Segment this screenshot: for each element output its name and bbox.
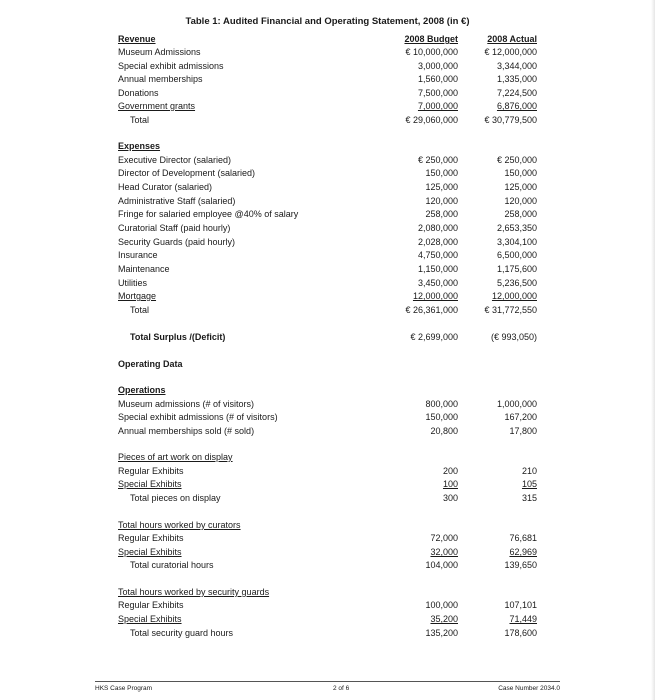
actual-value: 125,000 bbox=[504, 182, 537, 192]
table-row bbox=[0, 546, 655, 560]
row-label: Regular Exhibits bbox=[118, 600, 184, 610]
budget-value: 3,450,000 bbox=[417, 278, 458, 288]
table-row bbox=[0, 478, 655, 492]
actual-value: 1,175,600 bbox=[496, 264, 537, 274]
row-label: Administrative Staff (salaried) bbox=[118, 196, 236, 206]
budget-value: 120,000 bbox=[425, 196, 458, 206]
actual-value: 5,236,500 bbox=[496, 278, 537, 288]
row-label: Annual memberships sold (# sold) bbox=[118, 426, 255, 436]
actual-value: 76,681 bbox=[509, 533, 537, 543]
revenue-total-row bbox=[0, 114, 655, 128]
table-row bbox=[0, 465, 655, 479]
section-label: Operating Data bbox=[118, 359, 183, 369]
actual-value: 6,876,000 bbox=[496, 101, 537, 111]
budget-value: 150,000 bbox=[425, 412, 458, 422]
budget-value: 2,028,000 bbox=[417, 237, 458, 247]
budget-value: 32,000 bbox=[430, 547, 458, 557]
budget-value: € 2,699,000 bbox=[410, 332, 458, 342]
budget-value: 12,000,000 bbox=[412, 291, 458, 301]
row-label: Annual memberships bbox=[118, 74, 203, 84]
table-row bbox=[0, 249, 655, 263]
pieces-total-row bbox=[0, 492, 655, 506]
budget-value: 3,000,000 bbox=[417, 61, 458, 71]
table-row bbox=[0, 154, 655, 168]
footer-program: HKS Case Program bbox=[95, 685, 153, 692]
actual-value: 258,000 bbox=[504, 209, 537, 219]
actual-value: 150,000 bbox=[504, 168, 537, 178]
actual-value: 107,101 bbox=[504, 600, 537, 610]
budget-value: 104,000 bbox=[425, 560, 458, 570]
actual-value: 139,650 bbox=[504, 560, 537, 570]
row-label: Government grants bbox=[118, 101, 196, 111]
operating-data-heading bbox=[0, 358, 655, 372]
table-row bbox=[0, 100, 655, 114]
table-row bbox=[0, 263, 655, 277]
revenue-header: Revenue bbox=[118, 34, 156, 44]
budget-value: € 250,000 bbox=[417, 155, 458, 165]
budget-value: 20,800 bbox=[430, 426, 458, 436]
row-label: Curatorial Staff (paid hourly) bbox=[118, 223, 231, 233]
budget-value: 125,000 bbox=[425, 182, 458, 192]
actual-value: 12,000,000 bbox=[491, 291, 537, 301]
expenses-header-row bbox=[0, 140, 655, 154]
budget-value: 7,000,000 bbox=[417, 101, 458, 111]
row-label: Total curatorial hours bbox=[130, 560, 214, 570]
actual-value: 71,449 bbox=[509, 614, 537, 624]
operations-header-row bbox=[0, 384, 655, 398]
row-label: Regular Exhibits bbox=[118, 533, 184, 543]
row-label: Regular Exhibits bbox=[118, 466, 184, 476]
row-label: Museum Admissions bbox=[118, 47, 201, 57]
curators-header-row bbox=[0, 519, 655, 533]
actual-value: 62,969 bbox=[509, 547, 537, 557]
actual-value: 167,200 bbox=[504, 412, 537, 422]
actual-value: 2,653,350 bbox=[496, 223, 537, 233]
budget-column-header: 2008 Budget bbox=[404, 34, 458, 44]
row-label: Special Exhibits bbox=[118, 614, 182, 624]
expenses-total-row bbox=[0, 304, 655, 318]
actual-value: 120,000 bbox=[504, 196, 537, 206]
curators-total-row bbox=[0, 559, 655, 573]
budget-value: 100 bbox=[442, 479, 458, 489]
row-label: Total bbox=[130, 115, 150, 125]
budget-value: 1,150,000 bbox=[417, 264, 458, 274]
operations-header: Operations bbox=[118, 385, 166, 395]
actual-value: 210 bbox=[521, 466, 537, 476]
budget-value: 35,200 bbox=[430, 614, 458, 624]
row-label: Special exhibit admissions (# of visitors) bbox=[118, 412, 278, 422]
actual-column-header: 2008 Actual bbox=[487, 34, 537, 44]
actual-value: € 250,000 bbox=[496, 155, 537, 165]
actual-value: 1,335,000 bbox=[496, 74, 537, 84]
revenue-header-row bbox=[0, 33, 655, 47]
footer-page-number: 2 of 6 bbox=[333, 685, 350, 692]
row-label: Total security guard hours bbox=[130, 628, 234, 638]
expenses-header: Expenses bbox=[118, 141, 161, 151]
budget-value: 1,560,000 bbox=[417, 74, 458, 84]
table-row bbox=[0, 208, 655, 222]
row-label: Total pieces on display bbox=[130, 493, 221, 503]
row-label: Director of Development (salaried) bbox=[118, 168, 256, 178]
budget-value: 135,200 bbox=[425, 628, 458, 638]
table-row bbox=[0, 599, 655, 613]
table-row bbox=[0, 195, 655, 209]
budget-value: 300 bbox=[442, 493, 458, 503]
table-row bbox=[0, 236, 655, 250]
table-row bbox=[0, 290, 655, 304]
table-row bbox=[0, 167, 655, 181]
actual-value: (€ 993,050) bbox=[490, 332, 537, 342]
budget-value: € 29,060,000 bbox=[405, 115, 458, 125]
row-label: Utilities bbox=[118, 278, 148, 288]
actual-value: 105 bbox=[521, 479, 537, 489]
page-footer bbox=[95, 681, 560, 692]
budget-value: 4,750,000 bbox=[417, 250, 458, 260]
budget-value: 258,000 bbox=[425, 209, 458, 219]
row-label: Head Curator (salaried) bbox=[118, 182, 213, 192]
actual-value: € 30,779,500 bbox=[484, 115, 537, 125]
row-label: Security Guards (paid hourly) bbox=[118, 237, 236, 247]
table-row bbox=[0, 277, 655, 291]
actual-value: 3,344,000 bbox=[496, 61, 537, 71]
row-label: Mortgage bbox=[118, 291, 157, 301]
row-label: Insurance bbox=[118, 250, 158, 260]
actual-value: 1,000,000 bbox=[496, 399, 537, 409]
table-row bbox=[0, 613, 655, 627]
guards-header-row bbox=[0, 586, 655, 600]
budget-value: 7,500,000 bbox=[417, 88, 458, 98]
budget-value: 100,000 bbox=[425, 600, 458, 610]
table-row bbox=[0, 87, 655, 101]
curators-header: Total hours worked by curators bbox=[118, 520, 241, 530]
budget-value: 2,080,000 bbox=[417, 223, 458, 233]
row-label: Fringe for salaried employee @40% of salary bbox=[118, 209, 299, 219]
budget-value: 72,000 bbox=[430, 533, 458, 543]
row-label: Total bbox=[130, 305, 150, 315]
table-row bbox=[0, 73, 655, 87]
actual-value: 17,800 bbox=[509, 426, 537, 436]
row-label: Maintenance bbox=[118, 264, 170, 274]
actual-value: 6,500,000 bbox=[496, 250, 537, 260]
budget-value: € 26,361,000 bbox=[405, 305, 458, 315]
actual-value: 315 bbox=[521, 493, 537, 503]
table-row bbox=[0, 425, 655, 439]
row-label: Museum admissions (# of visitors) bbox=[118, 399, 255, 409]
table-row bbox=[0, 398, 655, 412]
pieces-header: Pieces of art work on display bbox=[118, 452, 233, 462]
actual-value: 178,600 bbox=[504, 628, 537, 638]
guards-total-row bbox=[0, 627, 655, 641]
footer-case-number: Case Number 2034.0 bbox=[498, 685, 560, 692]
table-row bbox=[0, 411, 655, 425]
actual-value: € 12,000,000 bbox=[484, 47, 537, 57]
table-row bbox=[0, 46, 655, 60]
budget-value: 200 bbox=[442, 466, 458, 476]
table-row bbox=[0, 181, 655, 195]
actual-value: € 31,772,550 bbox=[484, 305, 537, 315]
pieces-header-row bbox=[0, 451, 655, 465]
surplus-row bbox=[0, 331, 655, 345]
budget-value: 800,000 bbox=[425, 399, 458, 409]
budget-value: € 10,000,000 bbox=[405, 47, 458, 57]
row-label: Executive Director (salaried) bbox=[118, 155, 232, 165]
table-row bbox=[0, 532, 655, 546]
table-title: Table 1: Audited Financial and Operating Statement, 2008 (in €) bbox=[185, 16, 470, 27]
actual-value: 7,224,500 bbox=[496, 88, 537, 98]
row-label: Donations bbox=[118, 88, 159, 98]
row-label: Special Exhibits bbox=[118, 479, 182, 489]
row-label: Special exhibit admissions bbox=[118, 61, 224, 71]
guards-header: Total hours worked by security guards bbox=[118, 587, 270, 597]
table-row bbox=[0, 222, 655, 236]
surplus-label: Total Surplus /(Deficit) bbox=[130, 332, 226, 342]
row-label: Special Exhibits bbox=[118, 547, 182, 557]
actual-value: 3,304,100 bbox=[496, 237, 537, 247]
page-edge bbox=[651, 0, 655, 700]
table-row bbox=[0, 60, 655, 74]
budget-value: 150,000 bbox=[425, 168, 458, 178]
